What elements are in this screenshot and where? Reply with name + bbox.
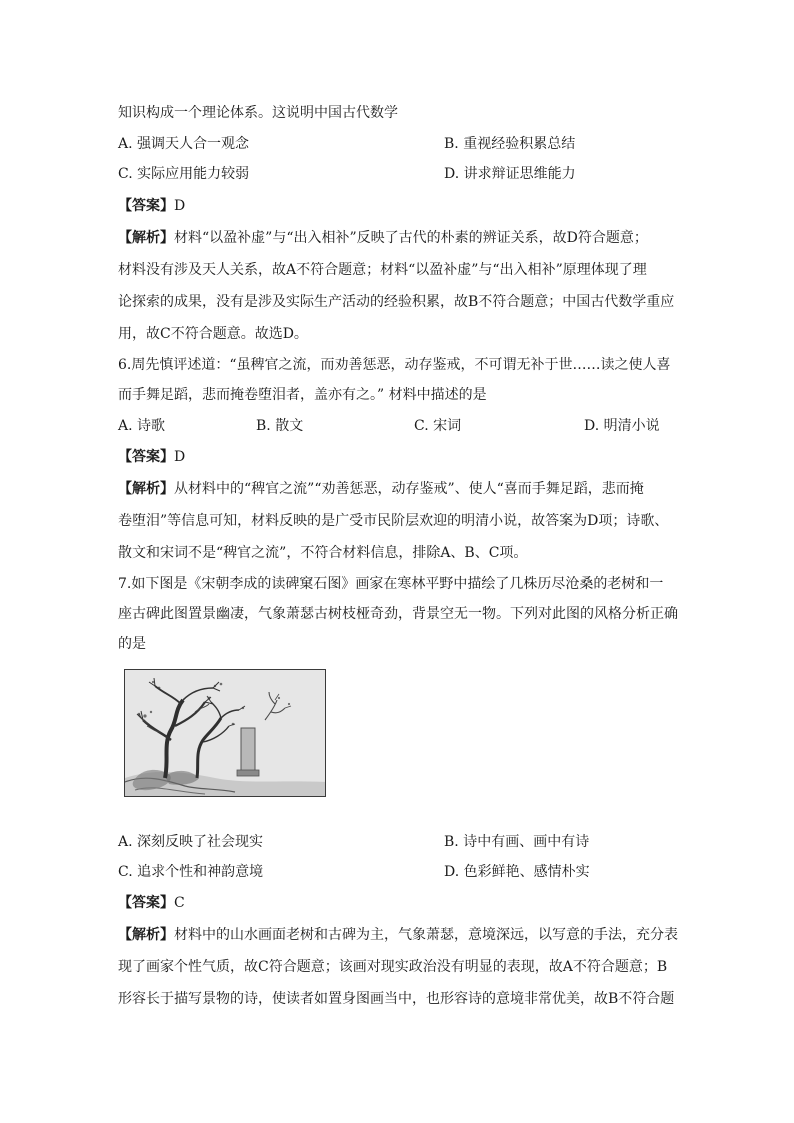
answer-value: D — [174, 449, 186, 465]
q6-stem-line-2: 而手舞足蹈，悲而掩卷堕泪者，盖亦有之。” 材料中描述的是 — [118, 387, 487, 403]
answer-label: 【答案】 — [118, 198, 174, 214]
q6-analysis-line-2: 卷堕泪”等信息可知，材料反映的是广受市民阶层欢迎的明清小说，故答案为D项；诗歌、 — [118, 513, 669, 529]
q7-stem-line-2: 座古碑此图置景幽凄，气象萧瑟古树枝桠奇劲，背景空无一物。下列对此图的风格分析正确 — [118, 606, 678, 622]
analysis-label: 【解析】 — [118, 481, 174, 497]
q5-option-d: D. 讲求辩证思维能力 — [444, 166, 576, 182]
q7-option-d: D. 色彩鲜艳、感情朴实 — [444, 864, 590, 880]
q6-analysis-line-3: 散文和宋词不是“稗官之流”，不符合材料信息，排除A、B、C项。 — [118, 545, 528, 561]
analysis-label: 【解析】 — [118, 927, 174, 943]
q6-option-b: B. 散文 — [256, 418, 304, 434]
q6-option-a: A. 诗歌 — [118, 418, 166, 434]
painting-illustration — [125, 670, 326, 797]
q5-option-b: B. 重视经验积累总结 — [444, 136, 576, 152]
q5-stem-tail: 知识构成一个理论体系。这说明中国古代数学 — [118, 105, 398, 121]
analysis-label: 【解析】 — [118, 230, 174, 246]
q5-analysis-line-4: 用，故C不符合题意。故选D。 — [118, 326, 308, 342]
answer-label: 【答案】 — [118, 895, 174, 911]
answer-value: D — [174, 198, 186, 214]
analysis-text: 材料中的山水画面老树和古碑为主，气象萧瑟，意境深远，以写意的手法，充分表 — [174, 927, 678, 943]
q5-option-a: A. 强调天人合一观念 — [118, 136, 250, 152]
q7-answer — [118, 894, 678, 912]
q5-analysis-line-1 — [118, 229, 678, 247]
q7-stem-line-1: 7.如下图是《宋朝李成的读碑窠石图》画家在寒林平野中描绘了几株历尽沧桑的老树和一 — [118, 576, 664, 592]
q7-analysis-line-2: 现了画家个性气质，故C符合题意；该画对现实政治没有明显的表现，故A不符合题意；B — [118, 959, 668, 975]
q7-analysis-line-1 — [118, 926, 678, 944]
analysis-text: 从材料中的“稗官之流”“劝善惩恶，动存鉴戒”、使人“喜而手舞足蹈，悲而掩 — [174, 481, 644, 497]
q6-answer — [118, 448, 678, 466]
q7-option-a: A. 深刻反映了社会现实 — [118, 834, 264, 850]
q6-analysis-line-1 — [118, 480, 678, 498]
q6-stem-line-1: 6.周先慎评述道：“虽稗官之流，而劝善惩恶，动存鉴戒，不可谓无补于世……读之使人喜 — [118, 357, 671, 373]
q7-option-b: B. 诗中有画、画中有诗 — [444, 834, 590, 850]
q5-answer — [118, 197, 678, 215]
q6-option-d: D. 明清小说 — [584, 418, 660, 434]
q5-analysis-line-3: 论探索的成果，没有是涉及实际生产活动的经验积累，故B不符合题意；中国古代数学重应 — [118, 294, 675, 310]
q5-analysis-line-2: 材料没有涉及天人关系，故A不符合题意；材料“以盈补虚”与“出入相补”原理体现了理 — [118, 262, 647, 278]
answer-label: 【答案】 — [118, 449, 174, 465]
q5-option-c: C. 实际应用能力较弱 — [118, 166, 250, 182]
q7-option-c: C. 追求个性和神韵意境 — [118, 864, 264, 880]
analysis-text: 材料“以盈补虚”与“出入相补”反映了古代的朴素的辨证关系，故D符合题意； — [174, 230, 648, 246]
answer-value: C — [174, 895, 185, 911]
q7-analysis-line-3: 形容长于描写景物的诗，使读者如置身图画当中，也形容诗的意境非常优美，故B不符合题 — [118, 991, 675, 1007]
q6-option-c: C. 宋词 — [414, 418, 462, 434]
q7-stem-line-3: 的是 — [118, 636, 146, 652]
painting-image — [124, 669, 326, 797]
